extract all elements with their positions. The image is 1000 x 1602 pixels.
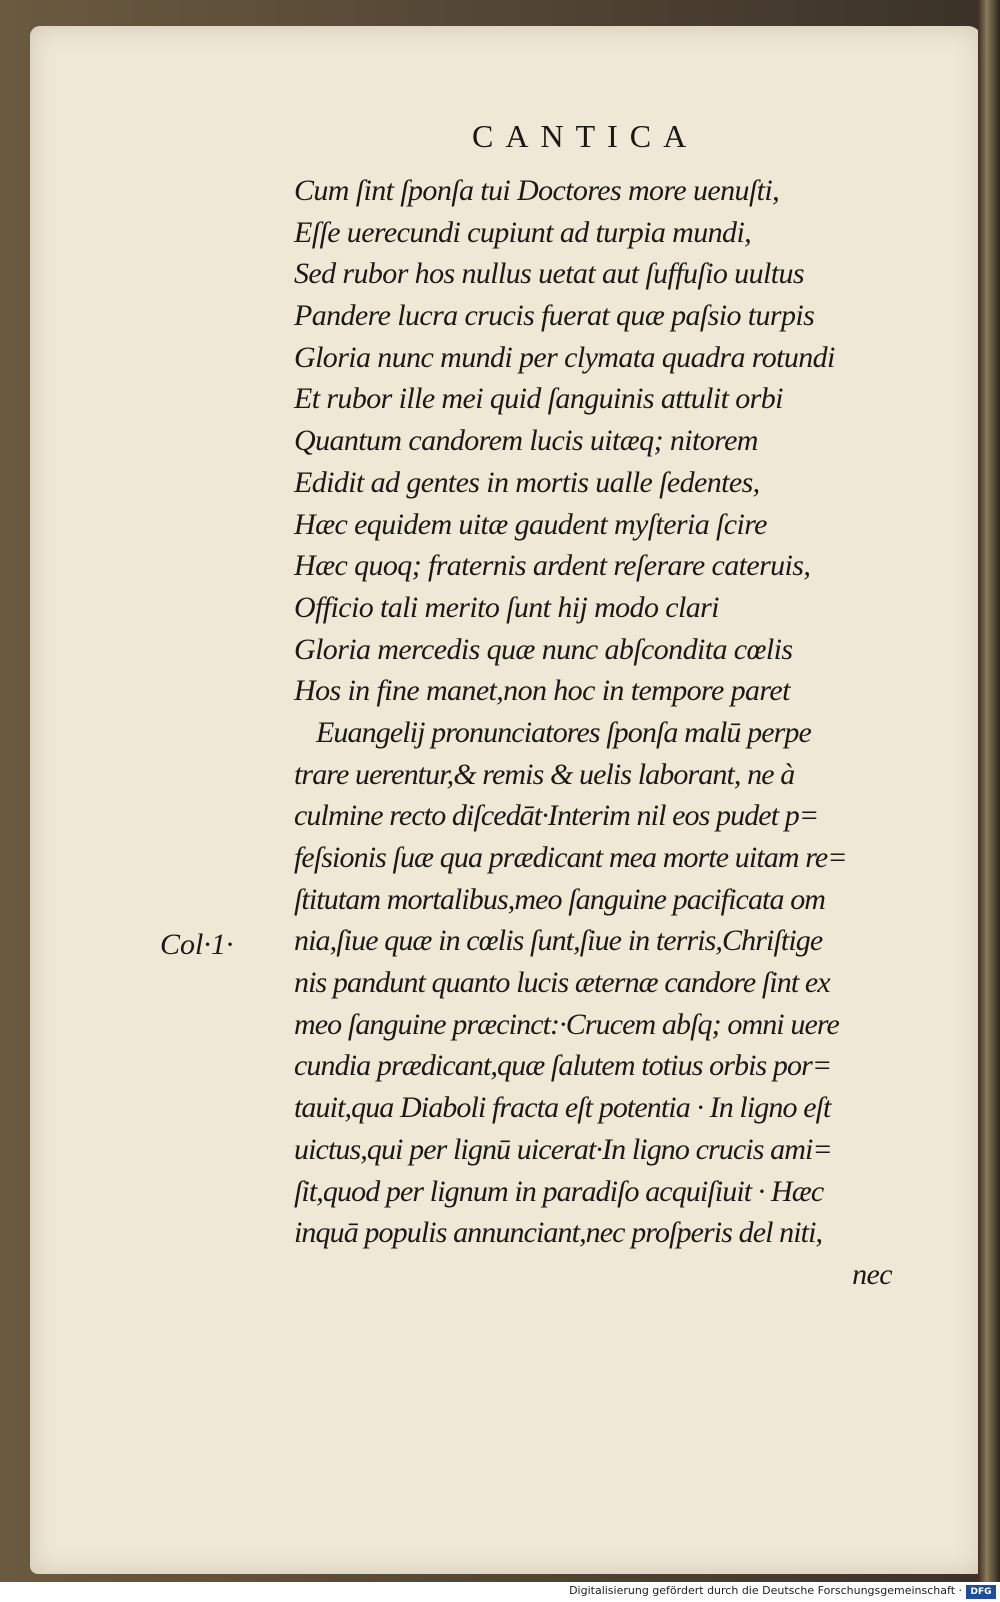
verse-line: Hæc equidem uitæ gaudent myſteria ſcire bbox=[294, 507, 767, 541]
verse-line: Eſſe uerecundi cupiunt ad turpia mundi, bbox=[294, 215, 752, 249]
dfg-logo[interactable]: DFG bbox=[966, 1585, 996, 1599]
footer-credit: Digitalisierung gefördert durch die Deutsche Forschungsgemeinschaft · bbox=[569, 1584, 962, 1597]
verse-line: Officio tali merito ſunt hij modo clari bbox=[294, 590, 719, 624]
prose-line: ſtitutam mortalibus,meo ſanguine pacificata om bbox=[294, 882, 826, 916]
verse-line: Pandere lucra crucis fuerat quæ paſsio turpis bbox=[294, 299, 815, 333]
verse-line: Cum ſint ſponſa tui Doctores more uenuſti, bbox=[294, 174, 780, 207]
verse-line: Quantum candorem lucis uitæq; nitorem bbox=[294, 424, 758, 458]
verse-line: Edidit ad gentes in mortis ualle ſedentes, bbox=[294, 465, 760, 499]
prose-line: trare uerentur,& remis & uelis laborant, ne à bbox=[294, 757, 795, 791]
verse-line: Sed rubor hos nullus uetat aut ſuffuſio uultus bbox=[294, 257, 804, 291]
prose-line: nis pandunt quanto lucis æternæ candore ſint ex bbox=[294, 966, 830, 1000]
footer-bar bbox=[0, 1582, 1000, 1602]
prose-line: uictus,qui per lignū uicerat·In ligno crucis ami= bbox=[294, 1132, 832, 1166]
running-head: CANTICA bbox=[472, 118, 699, 154]
prose-line: meo ſanguine præcinct:·Crucem abſq; omni uere bbox=[294, 1007, 839, 1041]
prose-line: nia,ſiue quæ in cœlis ſunt,ſiue in terris,Chriſtige bbox=[294, 924, 823, 958]
text-block bbox=[294, 170, 904, 1296]
verse-line: Gloria nunc mundi per clymata quadra rotundi bbox=[294, 340, 835, 374]
verse-line: Hos in fine manet,non hoc in tempore paret bbox=[294, 674, 790, 708]
prose-line: feſsionis ſuæ qua prædicant mea morte uitam re= bbox=[294, 841, 847, 874]
prose-line: Euangelij pronunciatores ſponſa malū perpe bbox=[316, 715, 811, 749]
prose-line: tauit,qua Diaboli fracta eſt potentia · In ligno eſt bbox=[294, 1091, 831, 1125]
prose-line: ſit,quod per lignum in paradiſo acquiſiuit · Hæc bbox=[294, 1174, 824, 1208]
prose-line: culmine recto diſcedāt·Interim nil eos pudet p= bbox=[294, 799, 819, 833]
verse-line: Gloria mercedis quæ nunc abſcondita cœlis bbox=[294, 632, 793, 666]
page-edge bbox=[978, 0, 1000, 1582]
prose-line: inquā populis annunciant,nec proſperis del niti, bbox=[294, 1216, 823, 1250]
verse-line: Et rubor ille mei quid ſanguinis attulit orbi bbox=[294, 382, 783, 416]
catchword: nec bbox=[852, 1257, 892, 1291]
margin-note: Col·1· bbox=[160, 928, 234, 961]
verse-line: Hæc quoq; fraternis ardent reſerare cateruis, bbox=[294, 549, 811, 583]
prose-line: cundia prædicant,quæ ſalutem totius orbis por= bbox=[294, 1049, 832, 1083]
